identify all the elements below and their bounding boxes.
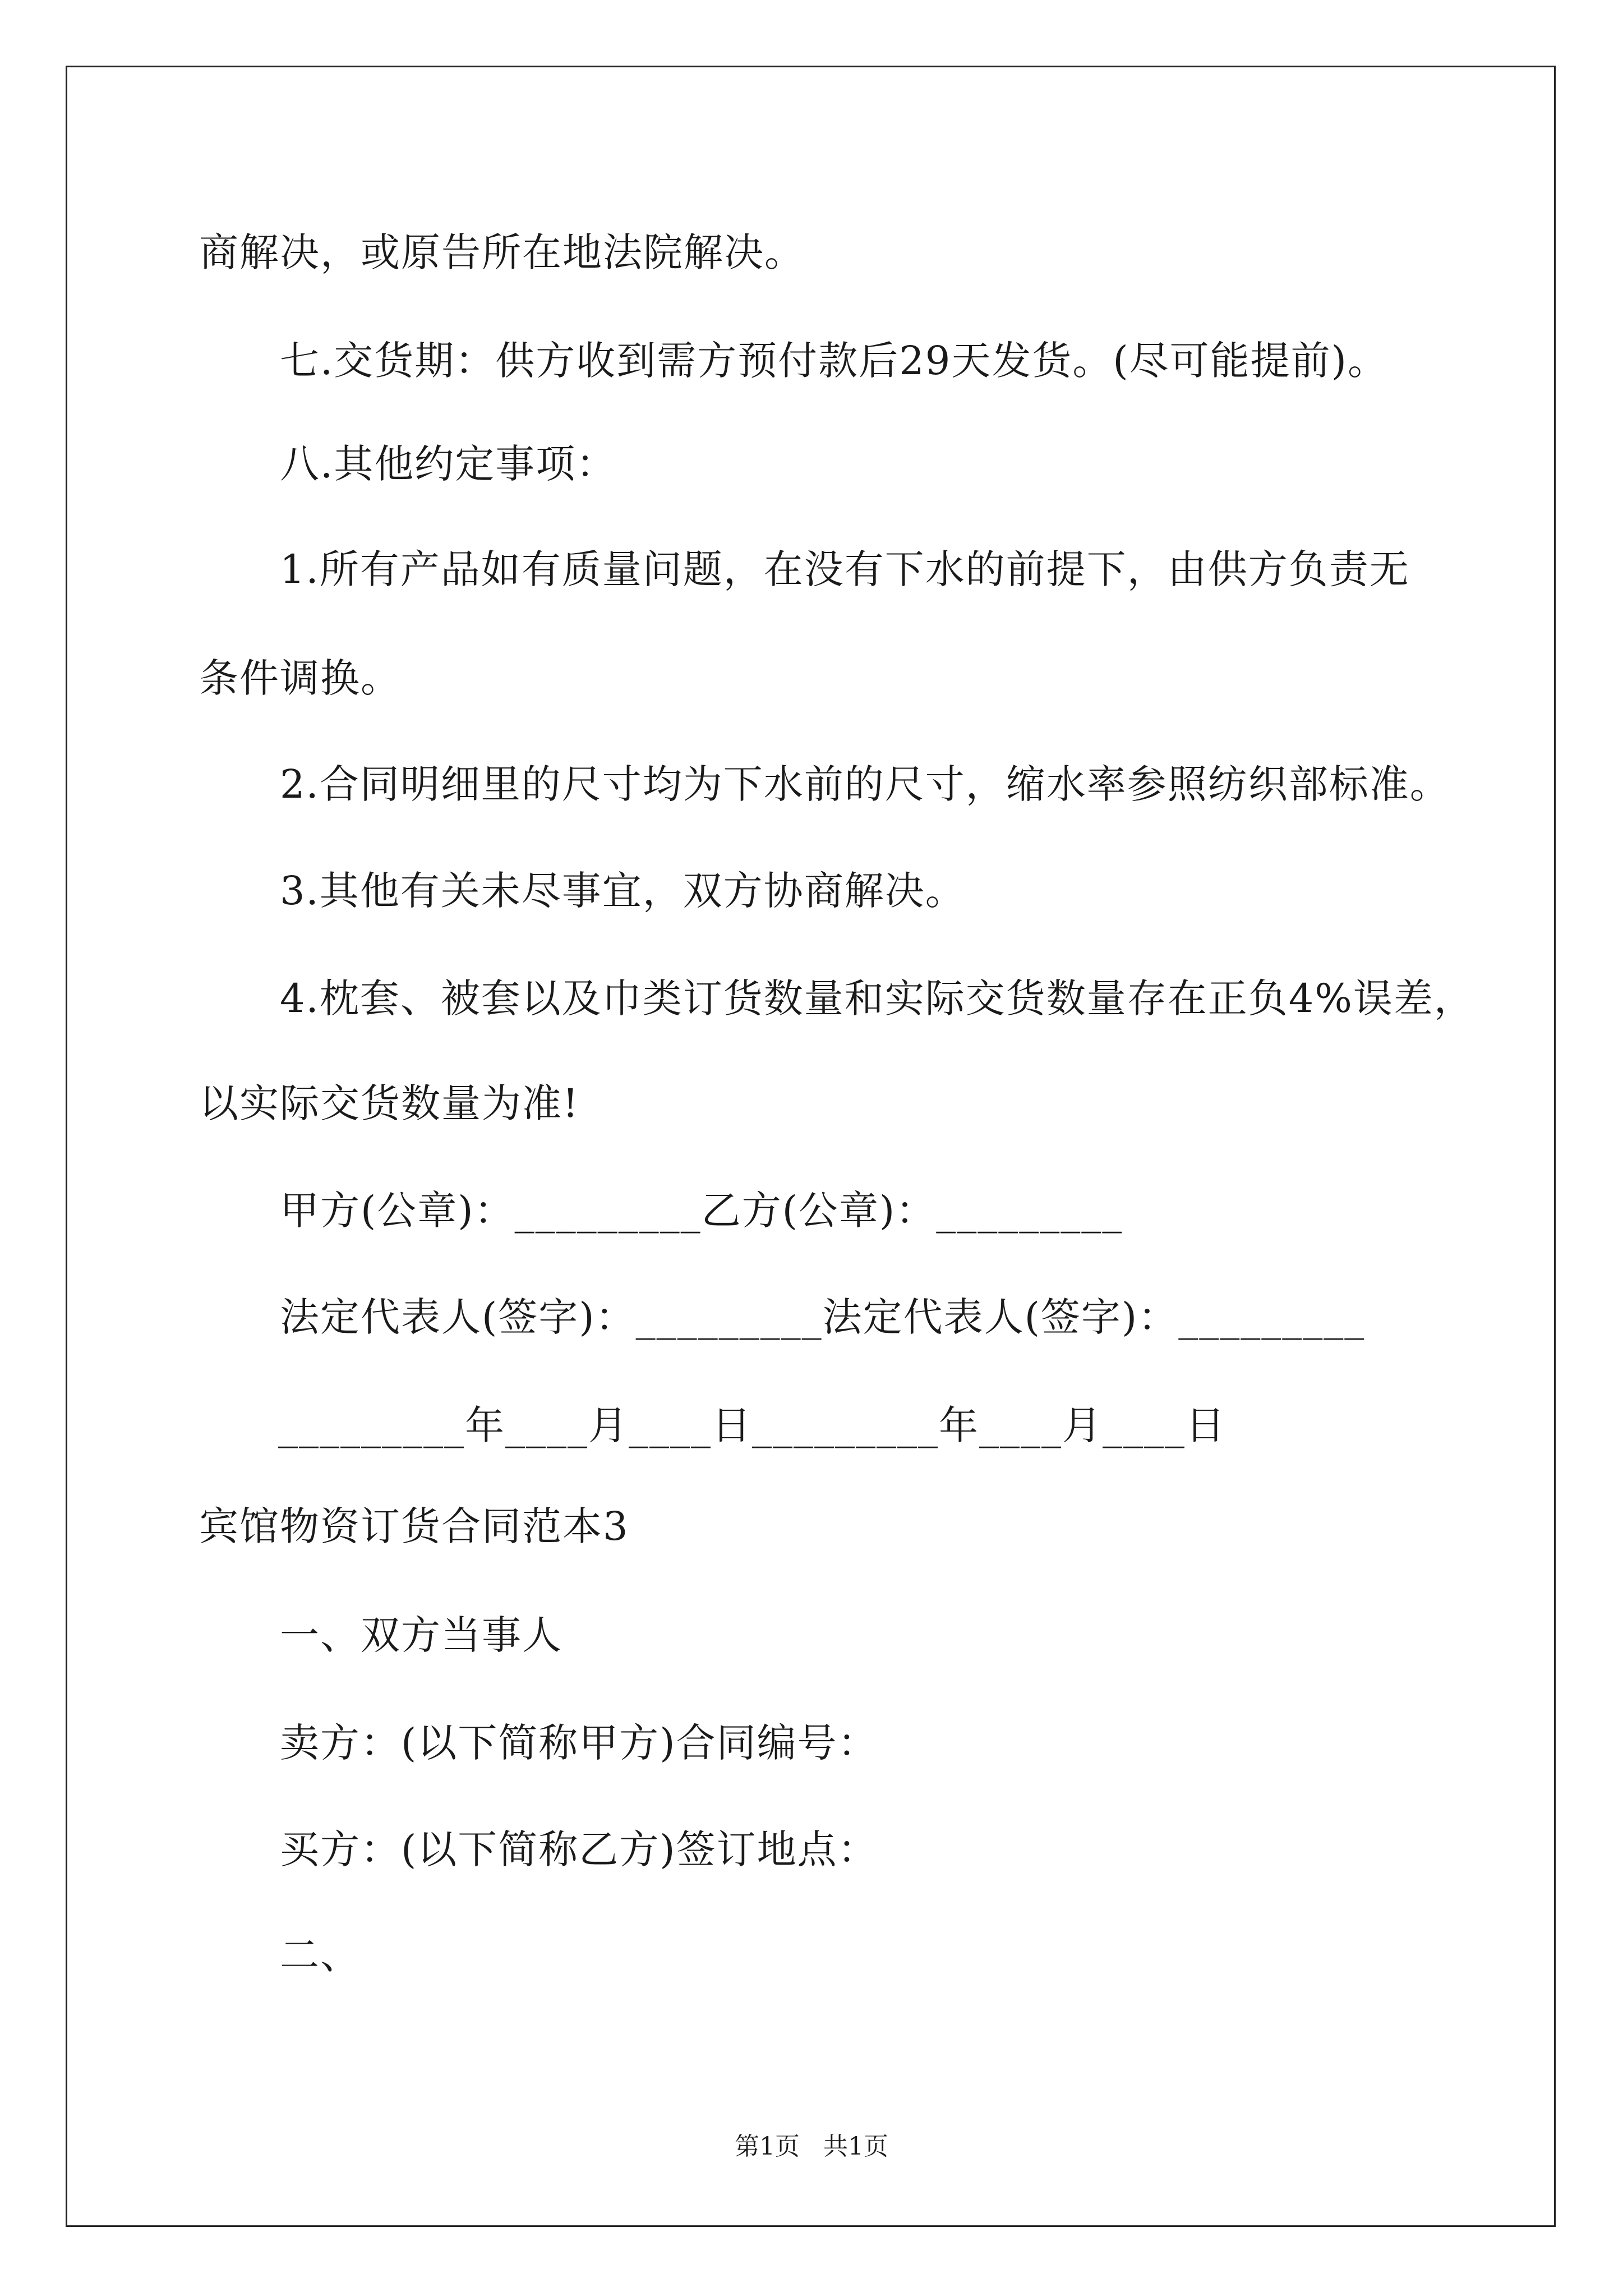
signature-line-company-seal: 甲方(公章)：_________乙方(公章)：_________: [280, 1188, 1123, 1234]
page-border: [66, 66, 1556, 2227]
text-line-1: 商解决，或原告所在地法院解决。: [199, 229, 805, 275]
text-line-8: 4.枕套、被套以及巾类订货数量和实际交货数量存在正负4%误差，: [280, 976, 1474, 1022]
text-line-2: 七.交货期：供方收到需方预付款后29天发货。(尽可能提前)。: [280, 338, 1388, 384]
date-line: _________年____月____日_________年____月____日: [278, 1402, 1226, 1448]
text-line-4: 1.所有产品如有质量问题，在没有下水的前提下，由供方负责无: [280, 546, 1410, 592]
text-line-3: 八.其他约定事项：: [280, 441, 617, 487]
page-footer: 第1页 共1页: [735, 2132, 888, 2161]
section-heading: 宾馆物资订货合同范本3: [199, 1503, 629, 1549]
signature-line-legal-representative: 法定代表人(签字)：_________法定代表人(签字)：_________: [280, 1294, 1366, 1340]
text-line-5: 条件调换。: [199, 655, 401, 701]
text-line-15: 卖方：(以下简称甲方)合同编号：: [280, 1720, 878, 1766]
text-line-14: 一、双方当事人: [280, 1612, 562, 1658]
text-line-6: 2.合同明细里的尺寸均为下水前的尺寸，缩水率参照纺织部标准。: [280, 761, 1450, 807]
text-line-16: 买方：(以下简称乙方)签订地点：: [280, 1826, 878, 1872]
text-line-7: 3.其他有关未尽事宜，双方协商解决。: [280, 868, 966, 914]
text-line-17: 二、: [280, 1932, 361, 1978]
text-line-9: 以实际交货数量为准!: [199, 1080, 580, 1126]
